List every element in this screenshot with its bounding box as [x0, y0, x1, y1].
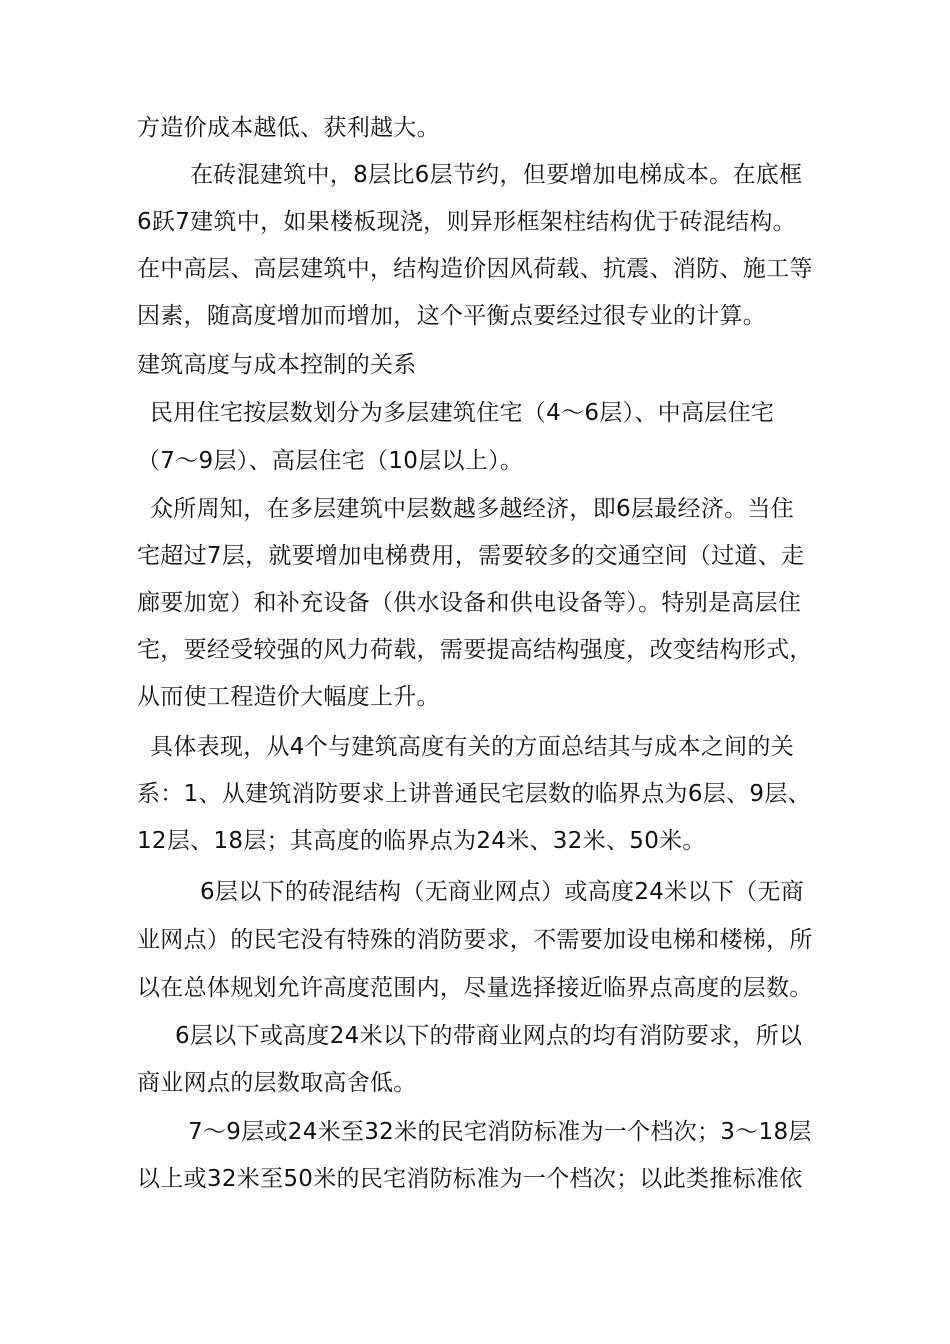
text-line: 以上或32米至50米的民宅消防标准为一个档次；以此类推标准依 — [137, 1166, 803, 1192]
text-line: 民用住宅按层数划分为多层建筑住宅（4～6层）、中高层住宅 — [150, 400, 775, 426]
text-line: 6层以下的砖混结构（无商业网点）或高度24米以下（无商 — [200, 879, 804, 905]
text-line: 6层以下或高度24米以下的带商业网点的均有消防要求，所以 — [175, 1023, 803, 1049]
text-line: 系：1、从建筑消防要求上讲普通民宅层数的临界点为6层、9层、 — [137, 781, 811, 807]
text-line: 从而使工程造价大幅度上升。 — [137, 684, 440, 710]
text-line: 在中高层、高层建筑中，结构造价因风荷载、抗震、消防、施工等 — [137, 256, 813, 282]
text-line: 众所周知，在多层建筑中层数越多越经济，即6层最经济。当住 — [150, 496, 795, 522]
text-line: 在砖混建筑中，8层比6层节约，但要增加电梯成本。在底框 — [190, 162, 803, 188]
text-line: 方造价成本越低、获利越大。 — [137, 115, 440, 141]
text-line: 以在总体规划允许高度范围内，尽量选择接近临界点高度的层数。 — [137, 975, 813, 1001]
text-line: 6跃7建筑中，如果楼板现浇，则异形框架柱结构优于砖混结构。 — [137, 209, 796, 235]
section-heading: 建筑高度与成本控制的关系 — [137, 352, 417, 378]
text-line: 商业网点的层数取高舍低。 — [137, 1070, 417, 1096]
text-line: 12层、18层；其高度的临界点为24米、32米、50米。 — [137, 828, 706, 854]
text-line: 廊要加宽）和补充设备（供水设备和供电设备等）。特别是高层住 — [137, 590, 802, 616]
text-line: 业网点）的民宅没有特殊的消防要求，不需要加设电梯和楼梯，所 — [137, 927, 813, 953]
text-line: 具体表现，从4个与建筑高度有关的方面总结其与成本之间的关 — [150, 734, 795, 760]
text-line: 因素，随高度增加而增加，这个平衡点要经过很专业的计算。 — [137, 303, 767, 329]
text-line: 7～9层或24米至32米的民宅消防标准为一个档次；3～18层 — [188, 1119, 812, 1145]
text-line: （7～9层）、高层住宅（10层以上）。 — [137, 448, 524, 474]
text-line: 宅，要经受较强的风力荷载，需要提高结构强度，改变结构形式， — [137, 637, 813, 663]
text-line: 宅超过7层，就要增加电梯费用，需要较多的交通空间（过道、走 — [137, 543, 805, 569]
